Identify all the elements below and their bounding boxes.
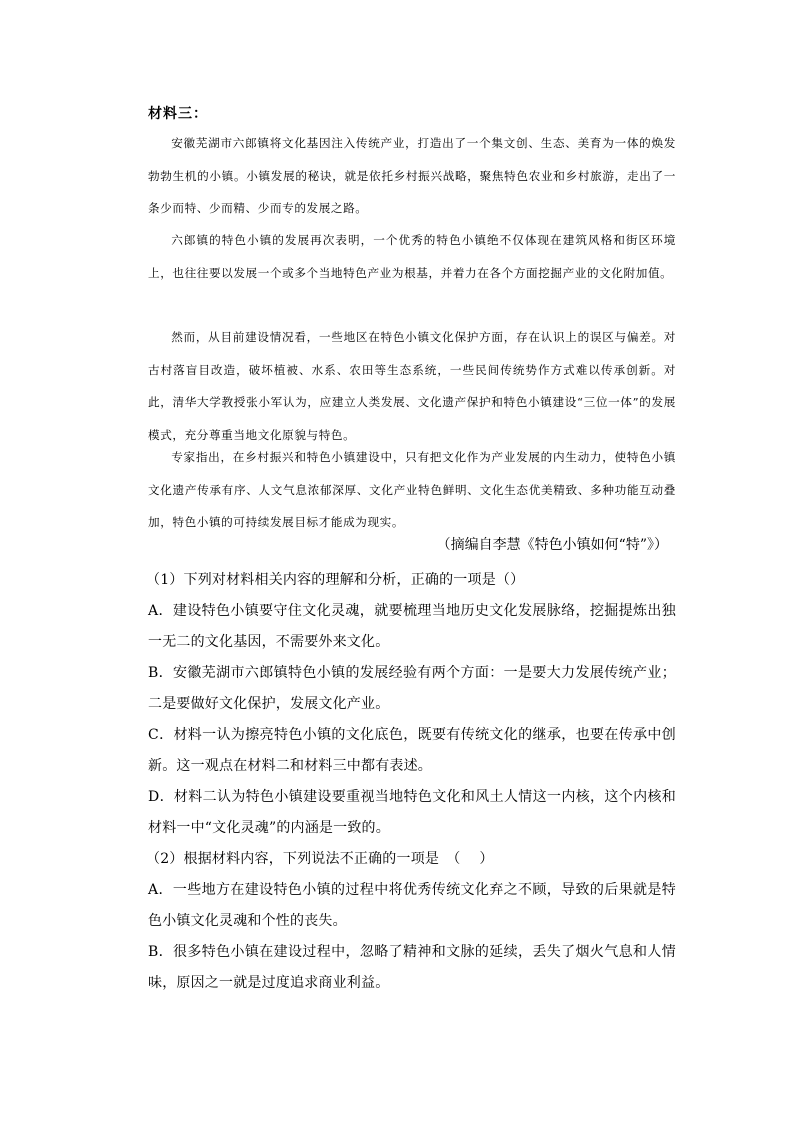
question-2-option-a: A．一些地方在建设特色小镇的过程中将优秀传统文化弃之不顾，导致的后果就是特色小镇文化灵魂和个性的丧失。 bbox=[148, 882, 676, 929]
question-1-option-d: D．材料二认为特色小镇建设要重视当地特色文化和风土人情这一内核，这个内核和材料一中“文化灵魂”的内涵是一致的。 bbox=[148, 789, 676, 836]
material-heading: 材料三： bbox=[148, 106, 208, 122]
material-paragraph-1: 安徽芜湖市六郎镇将文化基因注入传统产业，打造出了一个集文创、生态、美育为一体的焕发勃勃生机的小镇。小镇发展的秘诀，就是依托乡村振兴战略，聚焦特色农业和乡村旅游，走出了一条少而特、少而精、少而专的发展之路。 bbox=[148, 136, 676, 215]
question-1-option-b: B．安徽芜湖市六郎镇特色小镇的发展经验有两个方面：一是要大力发展传统产业；二是要做好文化保护，发展文化产业。 bbox=[148, 665, 676, 712]
question-1-option-c: C．材料一认为擦亮特色小镇的文化底色，既要有传统文化的继承，也要在传承中创新。这一观点在材料二和材料三中都有表述。 bbox=[148, 727, 676, 774]
material-paragraph-4: 专家指出，在乡村振兴和特色小镇建设中，只有把文化作为产业发展的内生动力，使特色小镇文化遗产传承有序、人文气息浓郁深厚、文化产业特色鲜明、文化生态优美精致、多种功能互动叠加，特色小镇的可持续发展目标才能成为现实。 bbox=[148, 450, 676, 529]
question-1-stem: （1）下列对材料相关内容的理解和分析，正确的一项是（） bbox=[146, 572, 525, 588]
material-paragraph-3: 然而，从目前建设情况看，一些地区在特色小镇文化保护方面，存在认识上的误区与偏差。对古村落盲目改造，破坏植被、水系、农田等生态系统，一些民间传统势作方式难以传承创新。对此，清华大学教授张小军认为，应建立人类发展、文化遗产保护和特色小镇建设“三位一体”的发展模式，充分尊重当地文化原貌与特色。 bbox=[148, 330, 676, 442]
material-paragraph-2: 六郎镇的特色小镇的发展再次表明，一个优秀的特色小镇绝不仅体现在建筑风格和街区环境上，也往往要以发展一个或多个当地特色产业为根基，并着力在各个方面挖掘产业的文化附加值。 bbox=[148, 233, 676, 280]
source-citation: （摘编自李慧《特色小镇如何“特”》） bbox=[436, 537, 668, 553]
question-1-option-a: A．建设特色小镇要守住文化灵魂，就要梳理当地历史文化发展脉络，挖掘提炼出独一无二的文化基因，不需要外来文化。 bbox=[148, 603, 676, 650]
question-2-stem: （2）根据材料内容，下列说法不正确的一项是 （ ） bbox=[146, 851, 494, 867]
question-2-option-b: B．很多特色小镇在建设过程中，忽略了精神和文脉的延续，丢失了烟火气息和人情味，原因之一就是过度追求商业利益。 bbox=[148, 944, 676, 991]
